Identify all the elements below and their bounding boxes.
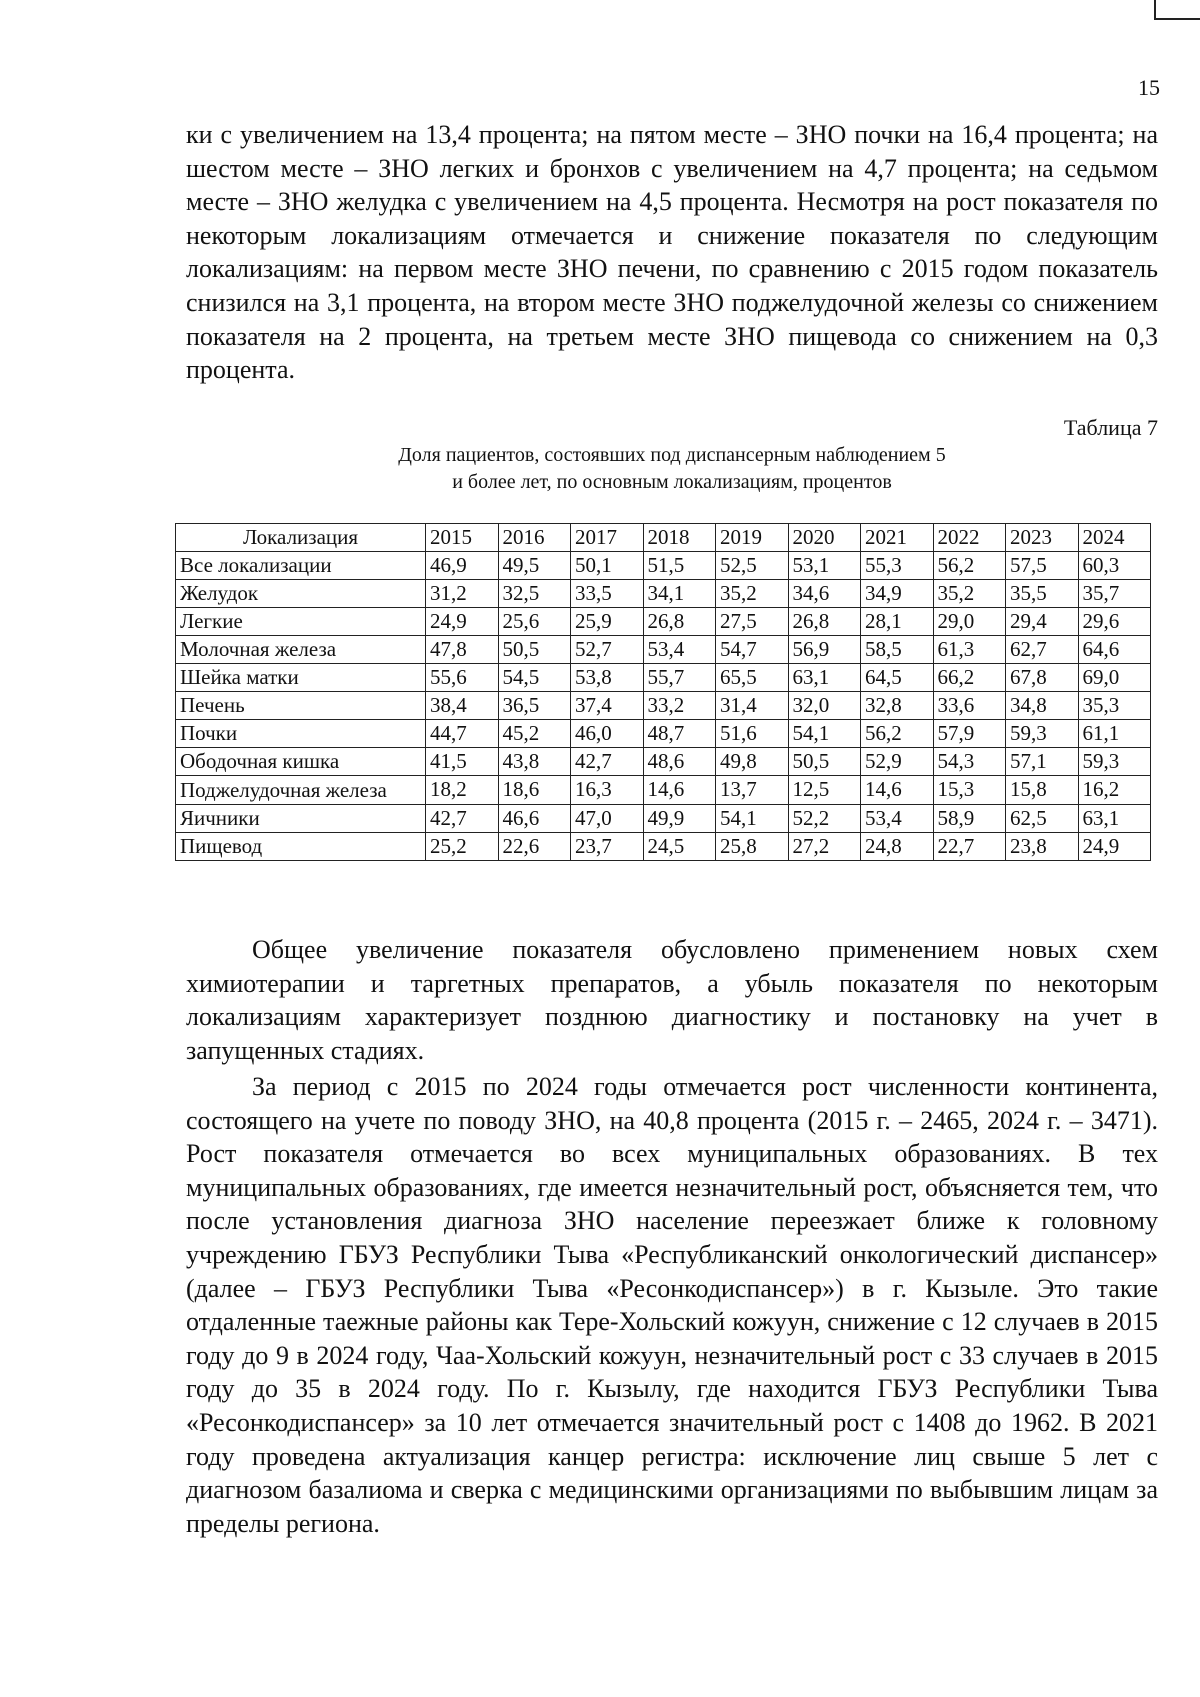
table-cell-value: 25,6 <box>498 608 571 636</box>
localization-name: Желудок <box>176 580 426 608</box>
table-cell-value: 50,5 <box>498 636 571 664</box>
table-cell-value: 55,3 <box>861 552 934 580</box>
table-cell-value: 54,5 <box>498 664 571 692</box>
table-cell-value: 32,8 <box>861 692 934 720</box>
header-year-2024: 2024 <box>1078 524 1151 552</box>
table-cell-value: 49,5 <box>498 552 571 580</box>
table-cell-value: 18,2 <box>426 776 499 805</box>
paragraph-2: Общее увеличение показателя обусловлено применением новых схем химиотерапии и таргетных препаратов, а убыль показателя по некоторым локализациям характеризует позднюю диагностику и постановку на учет в запущенных стадиях. <box>186 935 1158 1065</box>
table-cell-value: 49,9 <box>643 805 716 833</box>
table-cell-value: 61,3 <box>933 636 1006 664</box>
table-cell-value: 35,5 <box>1006 580 1079 608</box>
localization-name: Печень <box>176 692 426 720</box>
table-title <box>186 442 1158 496</box>
table-header-row <box>176 524 1151 552</box>
table-cell-value: 56,2 <box>933 552 1006 580</box>
table-row <box>176 664 1151 692</box>
localization-name: Поджелудочная железа <box>176 776 426 805</box>
table-row <box>176 833 1151 861</box>
table-cell-value: 12,5 <box>788 776 861 805</box>
table-cell-value: 58,9 <box>933 805 1006 833</box>
table-cell-value: 64,5 <box>861 664 934 692</box>
table-cell-value: 52,2 <box>788 805 861 833</box>
table-cell-value: 58,5 <box>861 636 934 664</box>
table-cell-value: 54,3 <box>933 748 1006 776</box>
table-row <box>176 776 1151 805</box>
table-cell-value: 56,9 <box>788 636 861 664</box>
table-cell-value: 24,9 <box>1078 833 1151 861</box>
table-cell-value: 46,9 <box>426 552 499 580</box>
table-cell-value: 32,0 <box>788 692 861 720</box>
table-cell-value: 24,8 <box>861 833 934 861</box>
page-number: 15 <box>1138 75 1160 100</box>
table-cell-value: 28,1 <box>861 608 934 636</box>
localization-name: Пищевод <box>176 833 426 861</box>
table-cell-value: 44,7 <box>426 720 499 748</box>
table-cell-value: 15,8 <box>1006 776 1079 805</box>
table-cell-value: 31,2 <box>426 580 499 608</box>
table-row <box>176 608 1151 636</box>
header-localization: Локализация <box>176 524 426 552</box>
table-cell-value: 63,1 <box>1078 805 1151 833</box>
table-cell-value: 57,9 <box>933 720 1006 748</box>
table-cell-value: 57,5 <box>1006 552 1079 580</box>
table-cell-value: 18,6 <box>498 776 571 805</box>
table-cell-value: 59,3 <box>1006 720 1079 748</box>
table-cell-value: 13,7 <box>716 776 789 805</box>
table-row <box>176 580 1151 608</box>
table-cell-value: 62,5 <box>1006 805 1079 833</box>
table-cell-value: 57,1 <box>1006 748 1079 776</box>
localization-name: Почки <box>176 720 426 748</box>
table-cell-value: 42,7 <box>426 805 499 833</box>
paragraph-1: ки с увеличением на 13,4 процента; на пятом месте – ЗНО почки на 16,4 процента; на шестом месте – ЗНО легких и бронхов с увеличением на 4,7 процента; на седьмом месте – ЗНО желудка с увеличением на 4,5 процента. Несмотря на рост показателя по некоторым локализациям отмечается и снижение показателя по следующим локализациям: на первом месте ЗНО печени, по сравнению с 2015 годом показатель снизился на 3,1 процента, на втором месте ЗНО поджелудочной железы со снижением показателя на 2 процента, на третьем месте ЗНО пищевода со снижением на 0,3 процента. <box>186 120 1158 385</box>
table-cell-value: 51,5 <box>643 552 716 580</box>
table-cell-value: 23,8 <box>1006 833 1079 861</box>
table-row <box>176 692 1151 720</box>
table-label: Таблица 7 <box>1063 415 1158 440</box>
table-cell-value: 37,4 <box>571 692 644 720</box>
table-cell-value: 48,7 <box>643 720 716 748</box>
table-cell-value: 48,6 <box>643 748 716 776</box>
table-row <box>176 720 1151 748</box>
table-cell-value: 33,2 <box>643 692 716 720</box>
table-cell-value: 29,4 <box>1006 608 1079 636</box>
table-cell-value: 46,6 <box>498 805 571 833</box>
table-cell-value: 29,6 <box>1078 608 1151 636</box>
table-cell-value: 69,0 <box>1078 664 1151 692</box>
table-cell-value: 25,2 <box>426 833 499 861</box>
table-cell-value: 29,0 <box>933 608 1006 636</box>
table-cell-value: 34,8 <box>1006 692 1079 720</box>
table-cell-value: 41,5 <box>426 748 499 776</box>
table-cell-value: 14,6 <box>643 776 716 805</box>
header-year-2019: 2019 <box>716 524 789 552</box>
table-cell-value: 35,2 <box>933 580 1006 608</box>
table-cell-value: 15,3 <box>933 776 1006 805</box>
table-cell-value: 53,4 <box>861 805 934 833</box>
table-cell-value: 33,5 <box>571 580 644 608</box>
localization-name: Ободочная кишка <box>176 748 426 776</box>
paragraph-3: За период с 2015 по 2024 годы отмечается рост численности континента, состоящего на учете по поводу ЗНО, на 40,8 процента (2015 г. – 2465, 2024 г. – 3471). Рост показателя отмечается во всех муниципальных образованиях. В тех муниципальных образованиях, где имеется незначительный рост, объясняется тем, что после установления диагноза ЗНО население переезжает ближе к головному учреждению ГБУЗ Республики Тыва «Республиканский онкологический диспансер» (далее – ГБУЗ Республики Тыва «Ресонкодиспансер») в г. Кызыле. Это такие отдаленные таежные районы как Тере-Хольский кожуун, снижение с 12 случаев в 2015 году до 9 в 2024 году, Чаа-Хольский кожуун, незначительный рост с 33 случаев в 2015 году до 35 в 2024 году. По г. Кызылу, где находится ГБУЗ Республики Тыва «Ресонкодиспансер» за 10 лет отмечается значительный рост с 1408 до 1962. В 2021 году проведена актуализация канцер регистра: исключение лиц свыше 5 лет с диагнозом базалиома и сверка с медицинскими организациями по выбывшим лицам за пределы региона. <box>186 1072 1158 1538</box>
table-cell-value: 54,1 <box>716 805 789 833</box>
table-cell-value: 24,9 <box>426 608 499 636</box>
table-cell-value: 14,6 <box>861 776 934 805</box>
localization-name: Молочная железа <box>176 636 426 664</box>
table-title-line-2: и более лет, по основным локализациям, процентов <box>452 471 892 493</box>
table-cell-value: 66,2 <box>933 664 1006 692</box>
table-row <box>176 552 1151 580</box>
table-cell-value: 45,2 <box>498 720 571 748</box>
header-year-2023: 2023 <box>1006 524 1079 552</box>
table-cell-value: 61,1 <box>1078 720 1151 748</box>
table-cell-value: 35,7 <box>1078 580 1151 608</box>
table-cell-value: 65,5 <box>716 664 789 692</box>
table-cell-value: 35,3 <box>1078 692 1151 720</box>
table-cell-value: 38,4 <box>426 692 499 720</box>
header-year-2020: 2020 <box>788 524 861 552</box>
table-cell-value: 64,6 <box>1078 636 1151 664</box>
table-cell-value: 47,0 <box>571 805 644 833</box>
localization-name: Легкие <box>176 608 426 636</box>
table-cell-value: 43,8 <box>498 748 571 776</box>
table-cell-value: 59,3 <box>1078 748 1151 776</box>
header-year-2022: 2022 <box>933 524 1006 552</box>
table-cell-value: 27,2 <box>788 833 861 861</box>
header-year-2016: 2016 <box>498 524 571 552</box>
header-year-2017: 2017 <box>571 524 644 552</box>
table-cell-value: 42,7 <box>571 748 644 776</box>
corner-mark <box>1154 0 1200 20</box>
localization-table <box>175 523 1151 861</box>
table-cell-value: 47,8 <box>426 636 499 664</box>
localization-name: Все локализации <box>176 552 426 580</box>
table-cell-value: 54,7 <box>716 636 789 664</box>
table-row <box>176 748 1151 776</box>
table-cell-value: 49,8 <box>716 748 789 776</box>
table-cell-value: 67,8 <box>1006 664 1079 692</box>
table-cell-value: 16,2 <box>1078 776 1151 805</box>
table-cell-value: 35,2 <box>716 580 789 608</box>
table-cell-value: 51,6 <box>716 720 789 748</box>
table-cell-value: 25,8 <box>716 833 789 861</box>
table-cell-value: 50,5 <box>788 748 861 776</box>
table-cell-value: 63,1 <box>788 664 861 692</box>
table-cell-value: 33,6 <box>933 692 1006 720</box>
table-cell-value: 53,8 <box>571 664 644 692</box>
table-cell-value: 55,6 <box>426 664 499 692</box>
table-cell-value: 36,5 <box>498 692 571 720</box>
table-cell-value: 52,9 <box>861 748 934 776</box>
table-row <box>176 805 1151 833</box>
table-cell-value: 27,5 <box>716 608 789 636</box>
table-cell-value: 56,2 <box>861 720 934 748</box>
header-year-2015: 2015 <box>426 524 499 552</box>
table-cell-value: 46,0 <box>571 720 644 748</box>
localization-name: Яичники <box>176 805 426 833</box>
table-body <box>176 552 1151 861</box>
header-year-2018: 2018 <box>643 524 716 552</box>
table-cell-value: 34,1 <box>643 580 716 608</box>
table-cell-value: 52,7 <box>571 636 644 664</box>
table-cell-value: 26,8 <box>643 608 716 636</box>
table-cell-value: 52,5 <box>716 552 789 580</box>
table-cell-value: 26,8 <box>788 608 861 636</box>
table-row <box>176 636 1151 664</box>
table-cell-value: 24,5 <box>643 833 716 861</box>
table-cell-value: 53,4 <box>643 636 716 664</box>
table-cell-value: 16,3 <box>571 776 644 805</box>
table-cell-value: 22,6 <box>498 833 571 861</box>
table-cell-value: 55,7 <box>643 664 716 692</box>
table-cell-value: 22,7 <box>933 833 1006 861</box>
table-cell-value: 34,6 <box>788 580 861 608</box>
table-cell-value: 54,1 <box>788 720 861 748</box>
localization-name: Шейка матки <box>176 664 426 692</box>
table-cell-value: 60,3 <box>1078 552 1151 580</box>
table-cell-value: 34,9 <box>861 580 934 608</box>
table-cell-value: 32,5 <box>498 580 571 608</box>
table-cell-value: 25,9 <box>571 608 644 636</box>
table-cell-value: 62,7 <box>1006 636 1079 664</box>
header-year-2021: 2021 <box>861 524 934 552</box>
table-title-line-1: Доля пациентов, состоявших под диспансерным наблюдением 5 <box>398 444 946 466</box>
table-cell-value: 31,4 <box>716 692 789 720</box>
table-cell-value: 23,7 <box>571 833 644 861</box>
table-cell-value: 53,1 <box>788 552 861 580</box>
table-cell-value: 50,1 <box>571 552 644 580</box>
